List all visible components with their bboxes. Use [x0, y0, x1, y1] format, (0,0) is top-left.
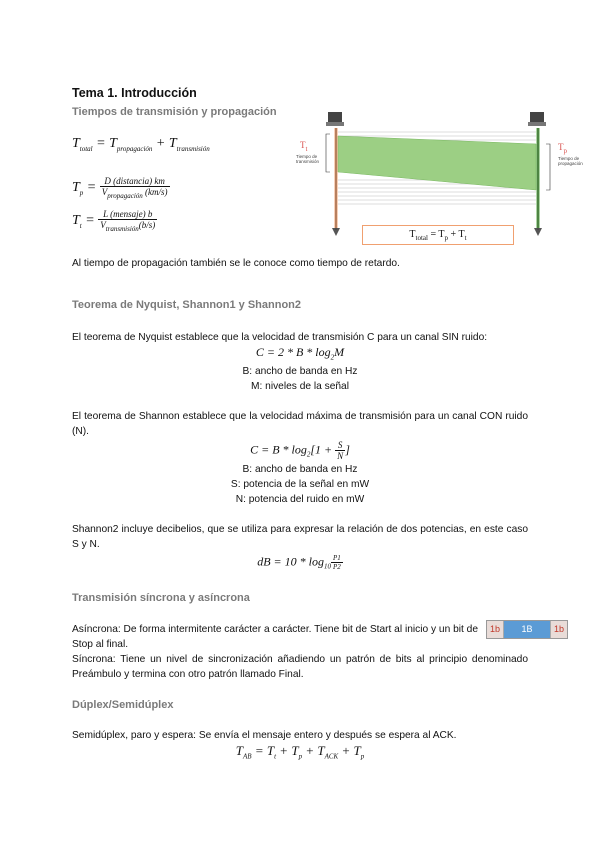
shannon-b-def: B: ancho de banda en Hz	[242, 464, 358, 475]
semiduplex-text: Semidúplex, paro y espera: Se envía el mensaje entero y después se espera al ACK.	[72, 730, 457, 741]
computer-left-icon	[328, 112, 342, 122]
shannon2-text: Shannon2 incluye decibelios, que se utiliza para expresar la relación de dos potencias, en este caso S y N.	[72, 524, 528, 550]
start-bit: 1b	[487, 621, 504, 638]
section-heading-duplex: Dúplex/Semidúplex	[72, 699, 174, 711]
equation-transmission-time: $T_t$ = $\frac{\text{L (mensaje) b}}{V_{transmisión}(b/s)}$	[72, 209, 156, 233]
equation-total-time: $T_{total} = T_{propagación} + T_{transmisión}$	[72, 136, 210, 153]
page-title: Tema 1. Introducción	[72, 86, 197, 100]
fig-left-caption: Tiempo de transmisión	[296, 154, 320, 164]
shannon-equation: $C = B * \log_2[1$ + $\frac{S}{N}$ ]	[250, 440, 350, 461]
fig-right-label: $T_p$	[558, 142, 567, 155]
nyquist-m-def: M: niveles de la señal	[251, 381, 349, 392]
stop-bit: 1b	[550, 621, 567, 638]
nyquist-equation: $C = 2 * B * \log_2M$	[255, 345, 345, 362]
signal-band	[338, 136, 536, 190]
shannon-n-def: N: potencia del ruido en mW	[235, 494, 365, 505]
fig-right-caption: Tiempo de propagación	[558, 156, 583, 166]
semiduplex-equation: $T_{AB} = T_t + T_p + T_{ACK} + T_p$	[235, 743, 365, 761]
async-text: Asíncrona: De forma intermitente carácter a carácter. Tiene bit de Start al inicio y un bit de Stop al final.	[72, 624, 478, 650]
fig-left-label: $T_t$	[300, 140, 308, 153]
equation-propagation-time: $T_p$ = $\frac{\text{D (distancia) km}}{V_{propagación} (km/s)}$	[72, 176, 168, 200]
shannon-text: El teorema de Shannon establece que la velocidad máxima de transmisión para un canal CON ruido (N).	[72, 411, 528, 437]
section-heading-transmision: Transmisión síncrona y asíncrona	[72, 592, 250, 604]
section-heading-teoremas: Teorema de Nyquist, Shannon1 y Shannon2	[72, 299, 302, 311]
total-time-box: $T_{total} = T_p + T_t$	[362, 225, 514, 245]
computer-right-icon	[530, 112, 544, 122]
propagation-note: Al tiempo de propagación también se le conoce como tiempo de retardo.	[72, 258, 400, 269]
data-byte: 1B	[504, 621, 550, 638]
async-frame-diagram	[486, 620, 568, 639]
section-heading-tiempos: Tiempos de transmisión y propagación	[72, 106, 277, 118]
sync-text: Síncrona: Tiene un nivel de sincronización añadiendo un patrón de bits al principio denominado Preámbulo y termina con otro patrón llamado Final.	[72, 654, 528, 680]
nyquist-text: El teorema de Nyquist establece que la velocidad de transmisión C para un canal SIN ruido:	[72, 332, 488, 343]
shannon-s-def: S: potencia de la señal en mW	[230, 479, 370, 490]
db-equation: dB = $10 * \log_{10}$ $\frac{P1}{P2}$	[257, 554, 341, 571]
nyquist-b-def: B: ancho de banda en Hz	[242, 366, 358, 377]
